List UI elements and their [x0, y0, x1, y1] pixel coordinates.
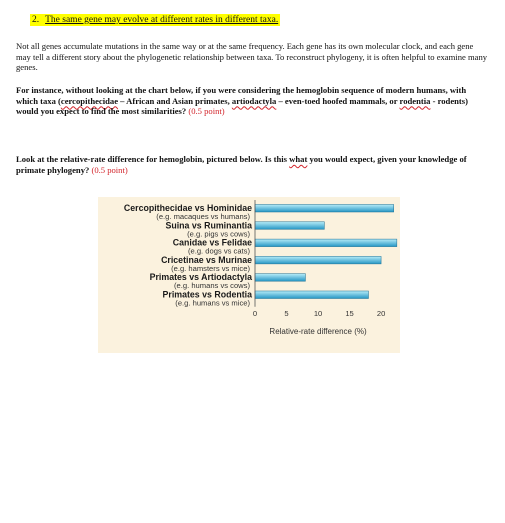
x-tick-label: 5 [284, 308, 289, 318]
points-label: (0.5 point) [91, 164, 128, 175]
category-example-label: (e.g. humans vs mice) [175, 298, 250, 308]
x-tick-label: 10 [313, 308, 323, 318]
bar [255, 256, 381, 264]
spelling-flag-artiodactyla: artiodactyla [231, 95, 277, 106]
intro-paragraph: Not all genes accumulate mutations in the same way or at the same frequency. Each gene has its own molecular clock, and each gene may tell a different story about the phylogenetic relationship between taxa. To reconstruct phylogeny, it is often helpful to examine many genes. [16, 41, 488, 73]
category-example-label: (e.g. macaques vs humans) [156, 212, 250, 221]
x-tick-label: 20 [376, 308, 386, 318]
category-label: Primates vs Artiodactyla [149, 272, 252, 283]
bar [255, 239, 397, 247]
x-tick-label: 0 [252, 308, 258, 318]
chart-svg [98, 197, 400, 353]
spelling-flag-cercopithecidae: cercopithecidae [60, 95, 119, 106]
category-label: Canidae vs Felidae [172, 237, 252, 248]
category-example-label: (e.g. pigs vs cows) [187, 229, 250, 239]
relative-rate-chart [98, 197, 400, 353]
bar [255, 291, 368, 299]
chart-question: Look at the relative-rate difference for hemoglobin, pictured below. Is this what you would expect, given your knowledge of primate phylogeny? (0.5 point) [16, 154, 467, 175]
category-label: Primates vs Rodentia [162, 289, 252, 300]
bar [255, 205, 394, 213]
category-label: Cercopithecidae vs Hominidae [123, 203, 252, 213]
question-heading [30, 14, 280, 26]
points-label: (0.5 point) [188, 106, 225, 117]
category-label: Cricetinae vs Murinae [161, 254, 252, 265]
category-example-label: (e.g. hamsters vs mice) [171, 263, 250, 273]
category-example-label: (e.g. dogs vs cats) [187, 246, 250, 256]
category-example-label: (e.g. humans vs cows) [174, 281, 250, 291]
bar [255, 274, 305, 282]
spelling-flag-rodentia: rodentia [399, 95, 431, 106]
question-number: 2. [32, 15, 40, 25]
x-tick-label: 15 [345, 308, 354, 318]
prediction-question: For instance, without looking at the chart below, if you were considering the hemoglobin sequence of modern humans, with which taxa (cercopithecidae – African and Asian primates, artiodactyla – even-toed hoofed mammals, or rodentia - rodents) would you expect to find the most similarities? (0.5 point) [16, 85, 468, 117]
spelling-flag-what: what [289, 154, 308, 164]
bar [255, 222, 324, 230]
question-title: The same gene may evolve at different rates in different taxa. [45, 15, 279, 25]
category-label: Suina vs Ruminantia [165, 220, 252, 231]
x-axis-title: Relative-rate difference (%) [269, 326, 367, 336]
